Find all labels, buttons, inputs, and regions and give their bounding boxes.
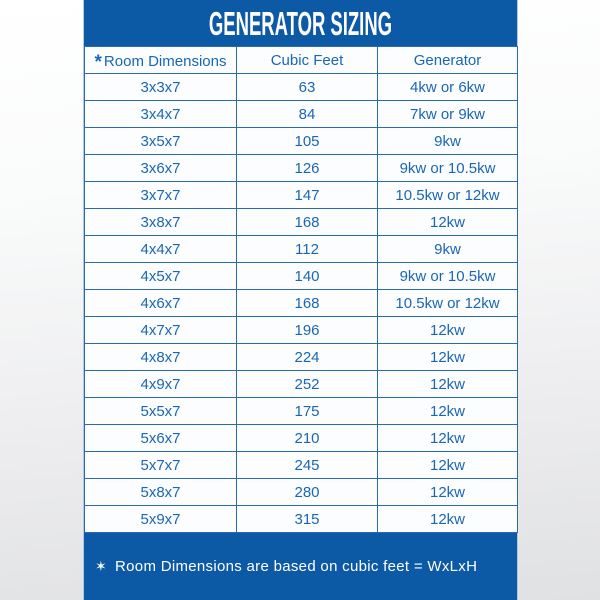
column-header-generator: Generator [378, 47, 518, 74]
table-cell: 12kw [378, 317, 518, 344]
table-cell: 7kw or 9kw [378, 101, 518, 128]
table-row [85, 425, 518, 452]
table-row [85, 209, 518, 236]
table-row [85, 452, 518, 479]
table-cell: 5x6x7 [85, 425, 237, 452]
table-cell: 210 [237, 425, 378, 452]
table-cell: 224 [237, 344, 378, 371]
table-cell: 12kw [378, 452, 518, 479]
table-cell: 12kw [378, 398, 518, 425]
star-icon: ✶ [95, 558, 108, 574]
table-cell: 3x7x7 [85, 182, 237, 209]
table-cell: 4x7x7 [85, 317, 237, 344]
page-title: GENERATOR SIZING [208, 4, 393, 42]
table-cell: 175 [237, 398, 378, 425]
table-cell: 147 [237, 182, 378, 209]
table-cell: 9kw or 10.5kw [378, 155, 518, 182]
table-row [85, 74, 518, 101]
table-cell: 252 [237, 371, 378, 398]
table-cell: 4x8x7 [85, 344, 237, 371]
table-cell: 9kw [378, 128, 518, 155]
table-cell: 12kw [378, 425, 518, 452]
table-cell: 168 [237, 209, 378, 236]
table-cell: 4x6x7 [85, 290, 237, 317]
table-row [85, 182, 518, 209]
table-cell: 105 [237, 128, 378, 155]
generator-sizing-panel [84, 0, 517, 600]
table-cell: 4kw or 6kw [378, 74, 518, 101]
table-row [85, 344, 518, 371]
table-row [85, 506, 518, 533]
table-cell: 84 [237, 101, 378, 128]
table-row [85, 371, 518, 398]
table-cell: 5x5x7 [85, 398, 237, 425]
table-cell: 10.5kw or 12kw [378, 290, 518, 317]
table-cell: 5x8x7 [85, 479, 237, 506]
table-row [85, 128, 518, 155]
column-header-room-dimensions [85, 47, 237, 74]
table-cell: 126 [237, 155, 378, 182]
table-cell: 3x4x7 [85, 101, 237, 128]
asterisk-marker: * [94, 51, 102, 73]
title-band [84, 0, 517, 46]
table-cell: 12kw [378, 506, 518, 533]
table-row [85, 398, 518, 425]
table-cell: 10.5kw or 12kw [378, 182, 518, 209]
table-cell: 3x8x7 [85, 209, 237, 236]
table-row [85, 317, 518, 344]
table-cell: 280 [237, 479, 378, 506]
footnote-band [84, 533, 517, 600]
table-cell: 315 [237, 506, 378, 533]
table-row [85, 263, 518, 290]
table-cell: 3x3x7 [85, 74, 237, 101]
table-cell: 112 [237, 236, 378, 263]
table-cell: 140 [237, 263, 378, 290]
table-cell: 4x9x7 [85, 371, 237, 398]
table-cell: 3x6x7 [85, 155, 237, 182]
table-cell: 196 [237, 317, 378, 344]
table-row [85, 236, 518, 263]
table-cell: 9kw [378, 236, 518, 263]
table-row [85, 479, 518, 506]
table-cell: 4x5x7 [85, 263, 237, 290]
table-cell: 12kw [378, 209, 518, 236]
table-cell: 12kw [378, 371, 518, 398]
table-cell: 5x9x7 [85, 506, 237, 533]
table-cell: 12kw [378, 344, 518, 371]
column-header-cubic-feet: Cubic Feet [237, 47, 378, 74]
table-row [85, 155, 518, 182]
table-row [85, 290, 518, 317]
table-cell: 12kw [378, 479, 518, 506]
table-row [85, 101, 518, 128]
column-header-room-dimensions-label: Room Dimensions [103, 52, 227, 70]
sizing-table [84, 46, 518, 533]
table-cell: 9kw or 10.5kw [378, 263, 518, 290]
table-header-row [85, 47, 518, 74]
table-cell: 3x5x7 [85, 128, 237, 155]
table-cell: 168 [237, 290, 378, 317]
table-cell: 63 [237, 74, 378, 101]
table-cell: 245 [237, 452, 378, 479]
table-cell: 4x4x7 [85, 236, 237, 263]
table-body [85, 74, 518, 533]
table-cell: 5x7x7 [85, 452, 237, 479]
footnote-text: Room Dimensions are based on cubic feet = WxLxH [115, 558, 478, 575]
